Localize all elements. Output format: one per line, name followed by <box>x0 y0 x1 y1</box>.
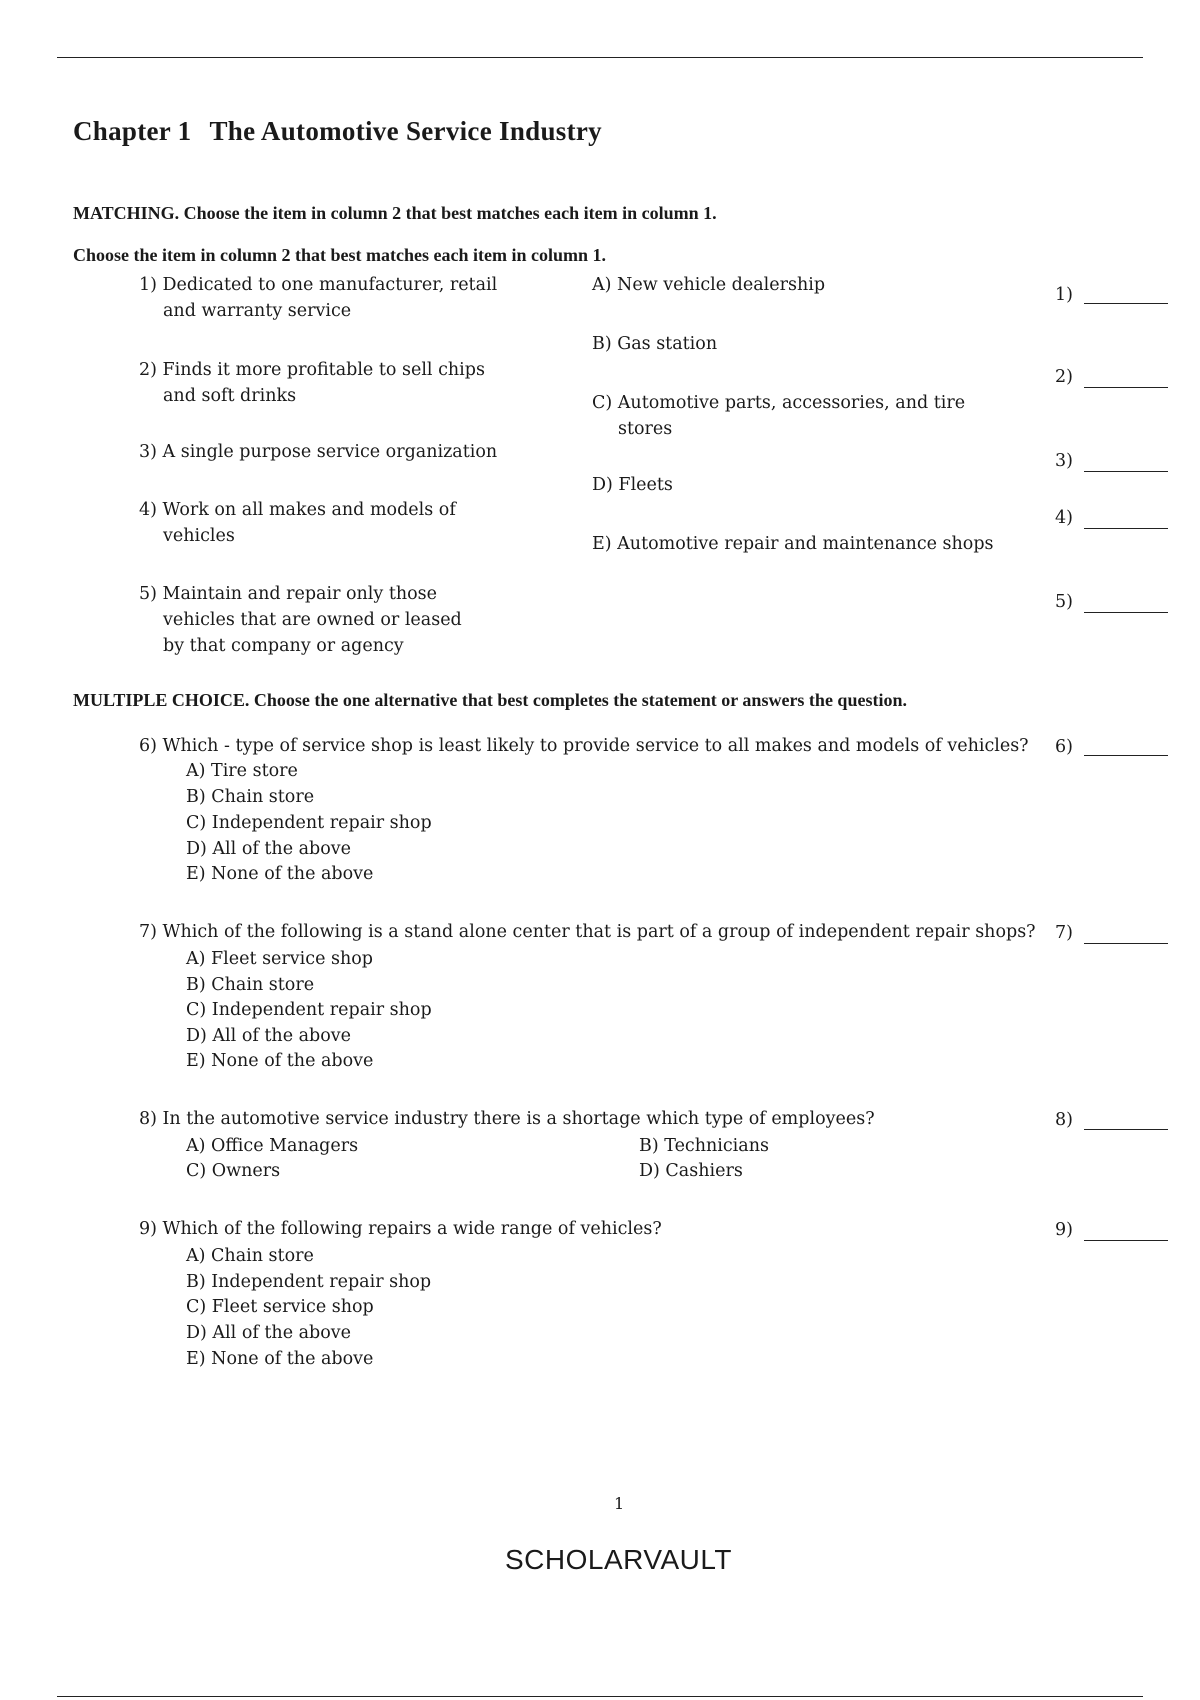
bottom-rule <box>57 1696 1143 1697</box>
question-7-option-b: B) Chain store <box>186 975 315 995</box>
question-8-blank[interactable] <box>1084 1129 1168 1130</box>
page-number: 1 <box>614 1494 625 1513</box>
question-7-blank[interactable] <box>1084 943 1168 944</box>
chapter-number: Chapter 1 <box>73 116 192 146</box>
answer-label-1: 1) <box>1055 285 1073 305</box>
question-9-blank[interactable] <box>1084 1240 1168 1241</box>
answer-label-4: 4) <box>1055 508 1073 528</box>
question-8-option-a: A) Office Managers <box>186 1136 359 1156</box>
question-6-blank[interactable] <box>1084 755 1168 756</box>
question-9-stem: 9) Which of the following repairs a wide range of vehicles? <box>139 1219 662 1239</box>
matching-item-4: 4) Work on all makes and models of vehicles <box>139 500 456 546</box>
question-8-option-c: C) Owners <box>186 1161 281 1181</box>
matching-option-c: C) Automotive parts, accessories, and tire stores <box>592 393 966 439</box>
question-7-option-c: C) Independent repair shop <box>186 1000 432 1020</box>
question-6-option-c: C) Independent repair shop <box>186 813 432 833</box>
question-6-option-e: E) None of the above <box>186 864 374 884</box>
matching-option-d: D) Fleets <box>592 475 673 495</box>
answer-label-5: 5) <box>1055 592 1073 612</box>
matching-heading: MATCHING. Choose the item in column 2 that best matches each item in column 1. <box>73 203 717 223</box>
matching-option-e: E) Automotive repair and maintenance shops <box>592 534 994 554</box>
question-6-label: 6) <box>1055 737 1073 757</box>
question-8-label: 8) <box>1055 1110 1073 1130</box>
matching-item-1: 1) Dedicated to one manufacturer, retail and warranty service <box>139 275 498 321</box>
question-7-stem: 7) Which of the following is a stand alone center that is part of a group of independent repair shops? <box>139 922 1036 942</box>
answer-label-2: 2) <box>1055 367 1073 387</box>
top-rule <box>57 57 1143 58</box>
answer-blank-2[interactable] <box>1084 387 1168 388</box>
chapter-name: The Automotive Service Industry <box>209 116 602 146</box>
footer-brand: SCHOLARVAULT <box>505 1544 732 1575</box>
answer-blank-1[interactable] <box>1084 303 1168 304</box>
matching-item-5: 5) Maintain and repair only those vehicles that are owned or leased by that company or agency <box>139 584 462 656</box>
question-6-stem: 6) Which - type of service shop is least likely to provide service to all makes and models of vehicles? <box>139 736 1029 756</box>
question-9-label: 9) <box>1055 1220 1073 1240</box>
answer-blank-3[interactable] <box>1084 471 1168 472</box>
question-7-option-d: D) All of the above <box>186 1026 352 1046</box>
question-6-option-d: D) All of the above <box>186 839 352 859</box>
matching-option-a: A) New vehicle dealership <box>592 275 826 295</box>
question-9-option-a: A) Chain store <box>186 1246 314 1266</box>
question-8-option-d: D) Cashiers <box>639 1161 743 1181</box>
matching-subheading: Choose the item in column 2 that best matches each item in column 1. <box>73 245 606 265</box>
multiple-choice-heading: MULTIPLE CHOICE. Choose the one alternative that best completes the statement or answers the question. <box>73 690 907 710</box>
question-9-option-e: E) None of the above <box>186 1349 374 1369</box>
answer-blank-4[interactable] <box>1084 528 1168 529</box>
question-8-stem: 8) In the automotive service industry there is a shortage which type of employees? <box>139 1109 875 1129</box>
answer-blank-5[interactable] <box>1084 612 1168 613</box>
answer-label-3: 3) <box>1055 451 1073 471</box>
question-7-option-e: E) None of the above <box>186 1051 374 1071</box>
matching-item-3: 3) A single purpose service organization <box>139 442 498 462</box>
matching-item-2: 2) Finds it more profitable to sell chips and soft drinks <box>139 360 485 406</box>
question-7-option-a: A) Fleet service shop <box>186 949 373 969</box>
question-9-option-b: B) Independent repair shop <box>186 1272 432 1292</box>
question-9-option-c: C) Fleet service shop <box>186 1297 374 1317</box>
question-6-option-b: B) Chain store <box>186 787 315 807</box>
page-title <box>73 116 602 147</box>
question-8-option-b: B) Technicians <box>639 1136 769 1156</box>
question-9-option-d: D) All of the above <box>186 1323 352 1343</box>
question-7-label: 7) <box>1055 923 1073 943</box>
matching-option-b: B) Gas station <box>592 334 718 354</box>
question-6-option-a: A) Tire store <box>186 761 298 781</box>
